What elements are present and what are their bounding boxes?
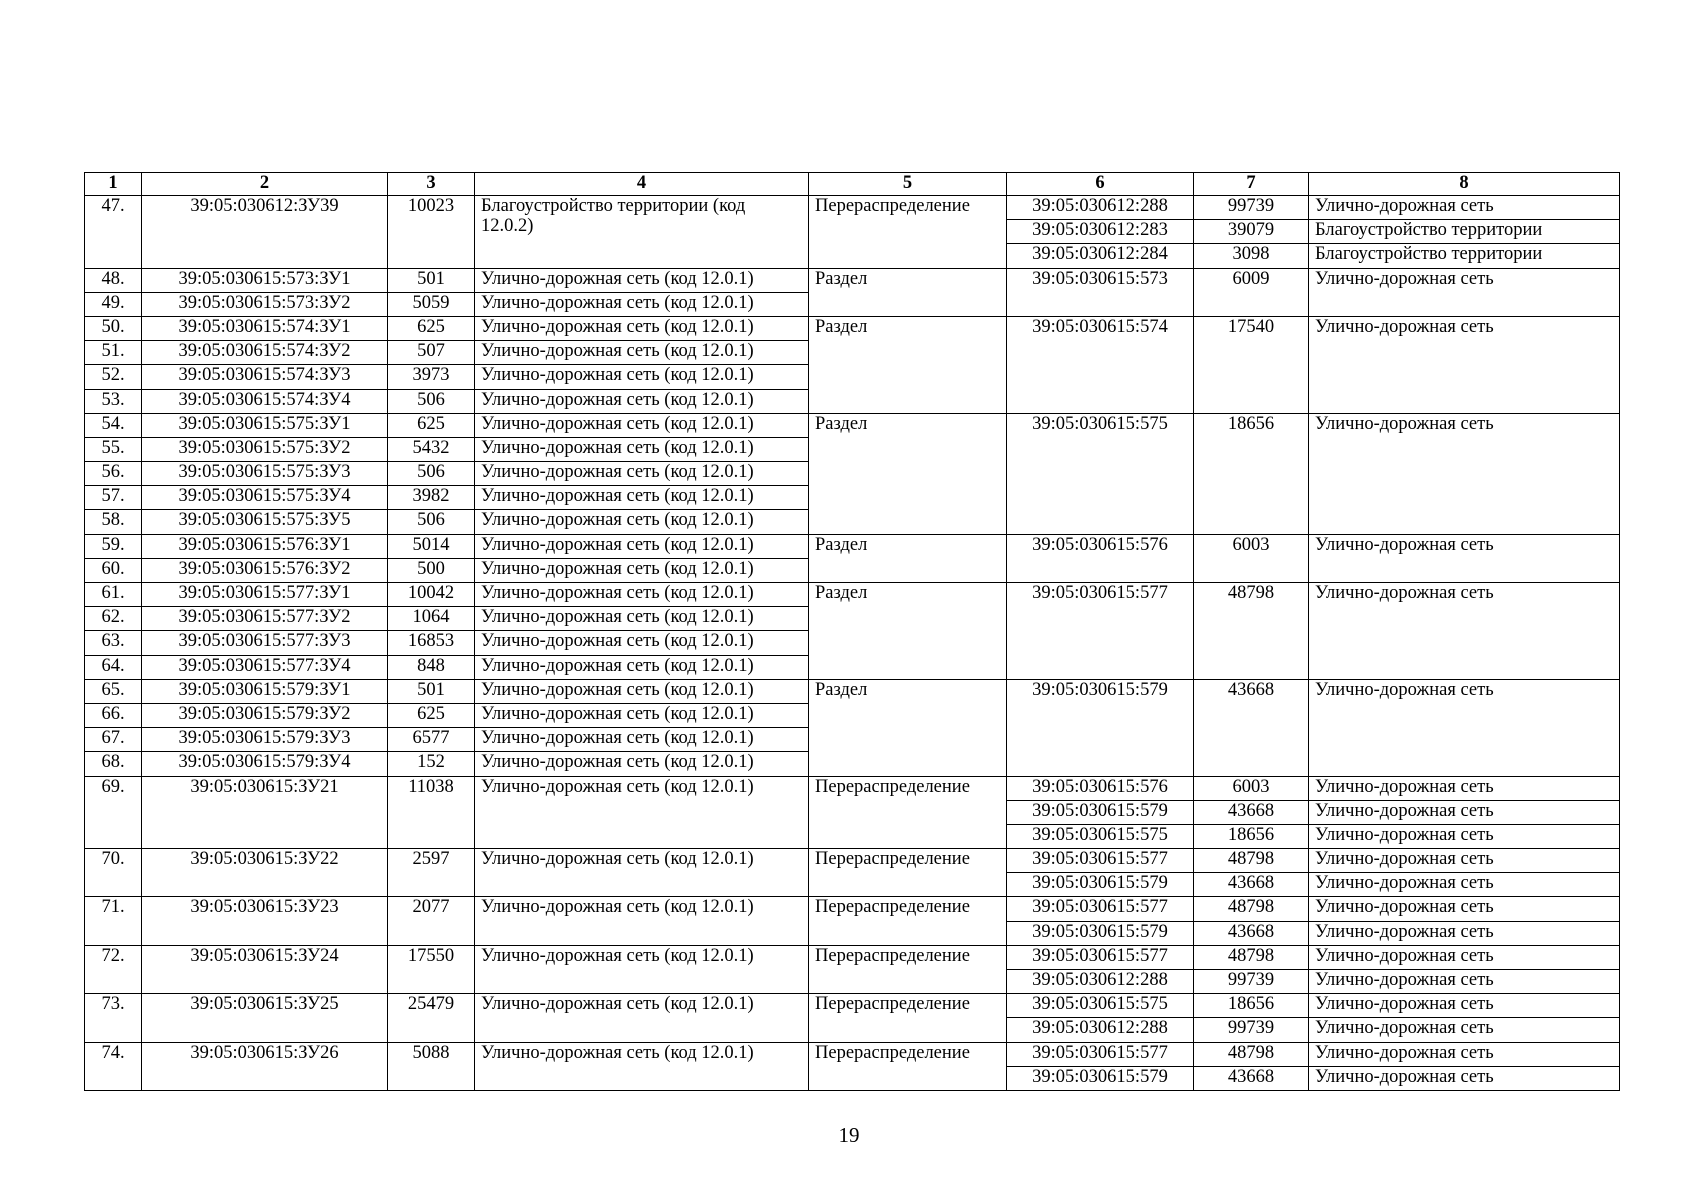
- source-plot-id: 39:05:030612:288: [1007, 1018, 1194, 1042]
- formation-method: Раздел: [809, 534, 1007, 582]
- row-number: 62.: [85, 607, 142, 631]
- source-plot-id: 39:05:030615:579: [1007, 1066, 1194, 1090]
- area: 5059: [388, 292, 475, 316]
- new-plot-id: 39:05:030615:579:ЗУ4: [142, 752, 388, 776]
- permitted-use: Улично-дорожная сеть (код 12.0.1): [475, 292, 809, 316]
- table-row: [85, 679, 1620, 703]
- source-use: Улично-дорожная сеть: [1309, 873, 1620, 897]
- area: 506: [388, 462, 475, 486]
- permitted-use: Улично-дорожная сеть (код 12.0.1): [475, 994, 809, 1042]
- row-number: 58.: [85, 510, 142, 534]
- new-plot-id: 39:05:030615:ЗУ25: [142, 994, 388, 1042]
- permitted-use: Улично-дорожная сеть (код 12.0.1): [475, 413, 809, 437]
- source-use: Улично-дорожная сеть: [1309, 679, 1620, 776]
- new-plot-id: 39:05:030615:ЗУ23: [142, 897, 388, 945]
- formation-method: Перераспределение: [809, 196, 1007, 269]
- permitted-use: Улично-дорожная сеть (код 12.0.1): [475, 486, 809, 510]
- source-plot-id: 39:05:030615:577: [1007, 897, 1194, 921]
- new-plot-id: 39:05:030615:ЗУ26: [142, 1042, 388, 1090]
- source-area: 43668: [1194, 679, 1309, 776]
- source-plot-id: 39:05:030615:575: [1007, 824, 1194, 848]
- new-plot-id: 39:05:030615:576:ЗУ2: [142, 558, 388, 582]
- source-area: 43668: [1194, 1066, 1309, 1090]
- area: 25479: [388, 994, 475, 1042]
- source-area: 43668: [1194, 921, 1309, 945]
- area: 3973: [388, 365, 475, 389]
- source-use: Улично-дорожная сеть: [1309, 897, 1620, 921]
- table-body: [85, 196, 1620, 1091]
- column-header: 7: [1194, 173, 1309, 196]
- source-plot-id: 39:05:030615:579: [1007, 679, 1194, 776]
- table-row: [85, 316, 1620, 340]
- permitted-use: Благоустройство территории (код 12.0.2): [475, 196, 809, 269]
- row-number: 71.: [85, 897, 142, 945]
- table-row: [85, 945, 1620, 969]
- area: 2077: [388, 897, 475, 945]
- row-number: 49.: [85, 292, 142, 316]
- new-plot-id: 39:05:030615:579:ЗУ3: [142, 728, 388, 752]
- area: 506: [388, 389, 475, 413]
- permitted-use: Улично-дорожная сеть (код 12.0.1): [475, 534, 809, 558]
- permitted-use: Улично-дорожная сеть (код 12.0.1): [475, 897, 809, 945]
- source-area: 43668: [1194, 873, 1309, 897]
- column-header: 6: [1007, 173, 1194, 196]
- permitted-use: Улично-дорожная сеть (код 12.0.1): [475, 558, 809, 582]
- new-plot-id: 39:05:030615:575:ЗУ4: [142, 486, 388, 510]
- area: 6577: [388, 728, 475, 752]
- formation-method: Перераспределение: [809, 849, 1007, 897]
- source-plot-id: 39:05:030615:575: [1007, 994, 1194, 1018]
- source-area: 17540: [1194, 316, 1309, 413]
- new-plot-id: 39:05:030615:575:ЗУ5: [142, 510, 388, 534]
- new-plot-id: 39:05:030615:575:ЗУ3: [142, 462, 388, 486]
- source-area: 6003: [1194, 534, 1309, 582]
- source-area: 6003: [1194, 776, 1309, 800]
- source-area: 48798: [1194, 849, 1309, 873]
- area: 625: [388, 703, 475, 727]
- source-area: 6009: [1194, 268, 1309, 316]
- row-number: 69.: [85, 776, 142, 849]
- area: 152: [388, 752, 475, 776]
- source-use: Улично-дорожная сеть: [1309, 824, 1620, 848]
- permitted-use: Улично-дорожная сеть (код 12.0.1): [475, 365, 809, 389]
- area: 5088: [388, 1042, 475, 1090]
- source-use: Улично-дорожная сеть: [1309, 945, 1620, 969]
- formation-method: Перераспределение: [809, 776, 1007, 849]
- new-plot-id: 39:05:030615:574:ЗУ3: [142, 365, 388, 389]
- source-use: Улично-дорожная сеть: [1309, 196, 1620, 220]
- row-number: 66.: [85, 703, 142, 727]
- area: 10042: [388, 583, 475, 607]
- area: 507: [388, 341, 475, 365]
- source-use: Улично-дорожная сеть: [1309, 413, 1620, 534]
- row-number: 48.: [85, 268, 142, 292]
- row-number: 73.: [85, 994, 142, 1042]
- permitted-use: Улично-дорожная сеть (код 12.0.1): [475, 1042, 809, 1090]
- area: 1064: [388, 607, 475, 631]
- source-area: 3098: [1194, 244, 1309, 268]
- area: 625: [388, 413, 475, 437]
- new-plot-id: 39:05:030615:ЗУ21: [142, 776, 388, 849]
- table-row: [85, 776, 1620, 800]
- row-number: 59.: [85, 534, 142, 558]
- area: 848: [388, 655, 475, 679]
- column-header: 1: [85, 173, 142, 196]
- source-plot-id: 39:05:030612:288: [1007, 970, 1194, 994]
- row-number: 51.: [85, 341, 142, 365]
- permitted-use: Улично-дорожная сеть (код 12.0.1): [475, 679, 809, 703]
- source-area: 18656: [1194, 994, 1309, 1018]
- new-plot-id: 39:05:030615:577:ЗУ1: [142, 583, 388, 607]
- table-row: [85, 897, 1620, 921]
- source-plot-id: 39:05:030615:573: [1007, 268, 1194, 316]
- source-area: 99739: [1194, 970, 1309, 994]
- area: 501: [388, 268, 475, 292]
- new-plot-id: 39:05:030615:576:ЗУ1: [142, 534, 388, 558]
- row-number: 55.: [85, 437, 142, 461]
- source-use: Улично-дорожная сеть: [1309, 994, 1620, 1018]
- permitted-use: Улично-дорожная сеть (код 12.0.1): [475, 510, 809, 534]
- permitted-use: Улично-дорожная сеть (код 12.0.1): [475, 316, 809, 340]
- source-plot-id: 39:05:030615:579: [1007, 873, 1194, 897]
- source-plot-id: 39:05:030615:579: [1007, 800, 1194, 824]
- area: 5014: [388, 534, 475, 558]
- permitted-use: Улично-дорожная сеть (код 12.0.1): [475, 776, 809, 849]
- area: 501: [388, 679, 475, 703]
- source-use: Улично-дорожная сеть: [1309, 534, 1620, 582]
- permitted-use: Улично-дорожная сеть (код 12.0.1): [475, 583, 809, 607]
- permitted-use: Улично-дорожная сеть (код 12.0.1): [475, 437, 809, 461]
- permitted-use: Улично-дорожная сеть (код 12.0.1): [475, 268, 809, 292]
- new-plot-id: 39:05:030615:575:ЗУ2: [142, 437, 388, 461]
- formation-method: Перераспределение: [809, 897, 1007, 945]
- permitted-use: Улично-дорожная сеть (код 12.0.1): [475, 703, 809, 727]
- source-use: Благоустройство территории: [1309, 220, 1620, 244]
- source-use: Улично-дорожная сеть: [1309, 776, 1620, 800]
- new-plot-id: 39:05:030615:577:ЗУ3: [142, 631, 388, 655]
- source-area: 18656: [1194, 413, 1309, 534]
- source-area: 48798: [1194, 1042, 1309, 1066]
- source-use: Улично-дорожная сеть: [1309, 921, 1620, 945]
- column-header: 5: [809, 173, 1007, 196]
- formation-method: Перераспределение: [809, 994, 1007, 1042]
- source-plot-id: 39:05:030615:576: [1007, 534, 1194, 582]
- source-plot-id: 39:05:030615:576: [1007, 776, 1194, 800]
- new-plot-id: 39:05:030615:573:ЗУ2: [142, 292, 388, 316]
- formation-method: Раздел: [809, 316, 1007, 413]
- area: 17550: [388, 945, 475, 993]
- table-row: [85, 849, 1620, 873]
- column-header: 2: [142, 173, 388, 196]
- source-area: 43668: [1194, 800, 1309, 824]
- source-area: 48798: [1194, 945, 1309, 969]
- formation-method: Раздел: [809, 268, 1007, 316]
- area: 3982: [388, 486, 475, 510]
- table-row: [85, 196, 1620, 220]
- formation-method: Раздел: [809, 413, 1007, 534]
- table-row: [85, 994, 1620, 1018]
- column-header: 3: [388, 173, 475, 196]
- area: 500: [388, 558, 475, 582]
- area: 10023: [388, 196, 475, 269]
- row-number: 68.: [85, 752, 142, 776]
- new-plot-id: 39:05:030615:574:ЗУ1: [142, 316, 388, 340]
- new-plot-id: 39:05:030615:577:ЗУ2: [142, 607, 388, 631]
- area: 16853: [388, 631, 475, 655]
- source-use: Благоустройство территории: [1309, 244, 1620, 268]
- row-number: 63.: [85, 631, 142, 655]
- permitted-use: Улично-дорожная сеть (код 12.0.1): [475, 341, 809, 365]
- row-number: 57.: [85, 486, 142, 510]
- source-use: Улично-дорожная сеть: [1309, 1042, 1620, 1066]
- row-number: 61.: [85, 583, 142, 607]
- row-number: 60.: [85, 558, 142, 582]
- row-number: 53.: [85, 389, 142, 413]
- permitted-use: Улично-дорожная сеть (код 12.0.1): [475, 462, 809, 486]
- new-plot-id: 39:05:030615:573:ЗУ1: [142, 268, 388, 292]
- source-plot-id: 39:05:030615:577: [1007, 1042, 1194, 1066]
- row-number: 70.: [85, 849, 142, 897]
- new-plot-id: 39:05:030615:574:ЗУ4: [142, 389, 388, 413]
- page-number: 19: [838, 1123, 860, 1147]
- data-table: [84, 172, 1620, 1091]
- area: 506: [388, 510, 475, 534]
- source-plot-id: 39:05:030615:575: [1007, 413, 1194, 534]
- permitted-use: Улично-дорожная сеть (код 12.0.1): [475, 607, 809, 631]
- header-row: [85, 173, 1620, 196]
- source-plot-id: 39:05:030612:288: [1007, 196, 1194, 220]
- source-use: Улично-дорожная сеть: [1309, 1018, 1620, 1042]
- table-row: [85, 413, 1620, 437]
- source-plot-id: 39:05:030612:283: [1007, 220, 1194, 244]
- source-area: 99739: [1194, 1018, 1309, 1042]
- table-row: [85, 534, 1620, 558]
- new-plot-id: 39:05:030615:579:ЗУ2: [142, 703, 388, 727]
- source-plot-id: 39:05:030615:577: [1007, 849, 1194, 873]
- new-plot-id: 39:05:030615:574:ЗУ2: [142, 341, 388, 365]
- source-use: Улично-дорожная сеть: [1309, 800, 1620, 824]
- permitted-use: Улично-дорожная сеть (код 12.0.1): [475, 945, 809, 993]
- source-use: Улично-дорожная сеть: [1309, 583, 1620, 680]
- source-area: 48798: [1194, 583, 1309, 680]
- permitted-use: Улично-дорожная сеть (код 12.0.1): [475, 631, 809, 655]
- row-number: 52.: [85, 365, 142, 389]
- table-row: [85, 583, 1620, 607]
- formation-method: Перераспределение: [809, 945, 1007, 993]
- new-plot-id: 39:05:030615:577:ЗУ4: [142, 655, 388, 679]
- row-number: 50.: [85, 316, 142, 340]
- area: 2597: [388, 849, 475, 897]
- source-use: Улично-дорожная сеть: [1309, 849, 1620, 873]
- table-row: [85, 1042, 1620, 1066]
- source-plot-id: 39:05:030615:579: [1007, 921, 1194, 945]
- area: 625: [388, 316, 475, 340]
- new-plot-id: 39:05:030615:575:ЗУ1: [142, 413, 388, 437]
- source-area: 39079: [1194, 220, 1309, 244]
- row-number: 72.: [85, 945, 142, 993]
- new-plot-id: 39:05:030615:ЗУ24: [142, 945, 388, 993]
- row-number: 54.: [85, 413, 142, 437]
- source-use: Улично-дорожная сеть: [1309, 970, 1620, 994]
- column-header: 4: [475, 173, 809, 196]
- source-area: 18656: [1194, 824, 1309, 848]
- row-number: 56.: [85, 462, 142, 486]
- area: 5432: [388, 437, 475, 461]
- row-number: 64.: [85, 655, 142, 679]
- source-plot-id: 39:05:030612:284: [1007, 244, 1194, 268]
- row-number: 47.: [85, 196, 142, 269]
- formation-method: Раздел: [809, 583, 1007, 680]
- source-use: Улично-дорожная сеть: [1309, 268, 1620, 316]
- new-plot-id: 39:05:030612:ЗУ39: [142, 196, 388, 269]
- permitted-use: Улично-дорожная сеть (код 12.0.1): [475, 728, 809, 752]
- source-use: Улично-дорожная сеть: [1309, 1066, 1620, 1090]
- permitted-use: Улично-дорожная сеть (код 12.0.1): [475, 849, 809, 897]
- row-number: 67.: [85, 728, 142, 752]
- formation-method: Раздел: [809, 679, 1007, 776]
- table-row: [85, 268, 1620, 292]
- row-number: 74.: [85, 1042, 142, 1090]
- source-plot-id: 39:05:030615:577: [1007, 583, 1194, 680]
- column-header: 8: [1309, 173, 1620, 196]
- permitted-use: Улично-дорожная сеть (код 12.0.1): [475, 389, 809, 413]
- formation-method: Перераспределение: [809, 1042, 1007, 1090]
- source-area: 48798: [1194, 897, 1309, 921]
- new-plot-id: 39:05:030615:579:ЗУ1: [142, 679, 388, 703]
- source-use: Улично-дорожная сеть: [1309, 316, 1620, 413]
- new-plot-id: 39:05:030615:ЗУ22: [142, 849, 388, 897]
- area: 11038: [388, 776, 475, 849]
- source-plot-id: 39:05:030615:574: [1007, 316, 1194, 413]
- source-plot-id: 39:05:030615:577: [1007, 945, 1194, 969]
- permitted-use: Улично-дорожная сеть (код 12.0.1): [475, 752, 809, 776]
- permitted-use: Улично-дорожная сеть (код 12.0.1): [475, 655, 809, 679]
- row-number: 65.: [85, 679, 142, 703]
- source-area: 99739: [1194, 196, 1309, 220]
